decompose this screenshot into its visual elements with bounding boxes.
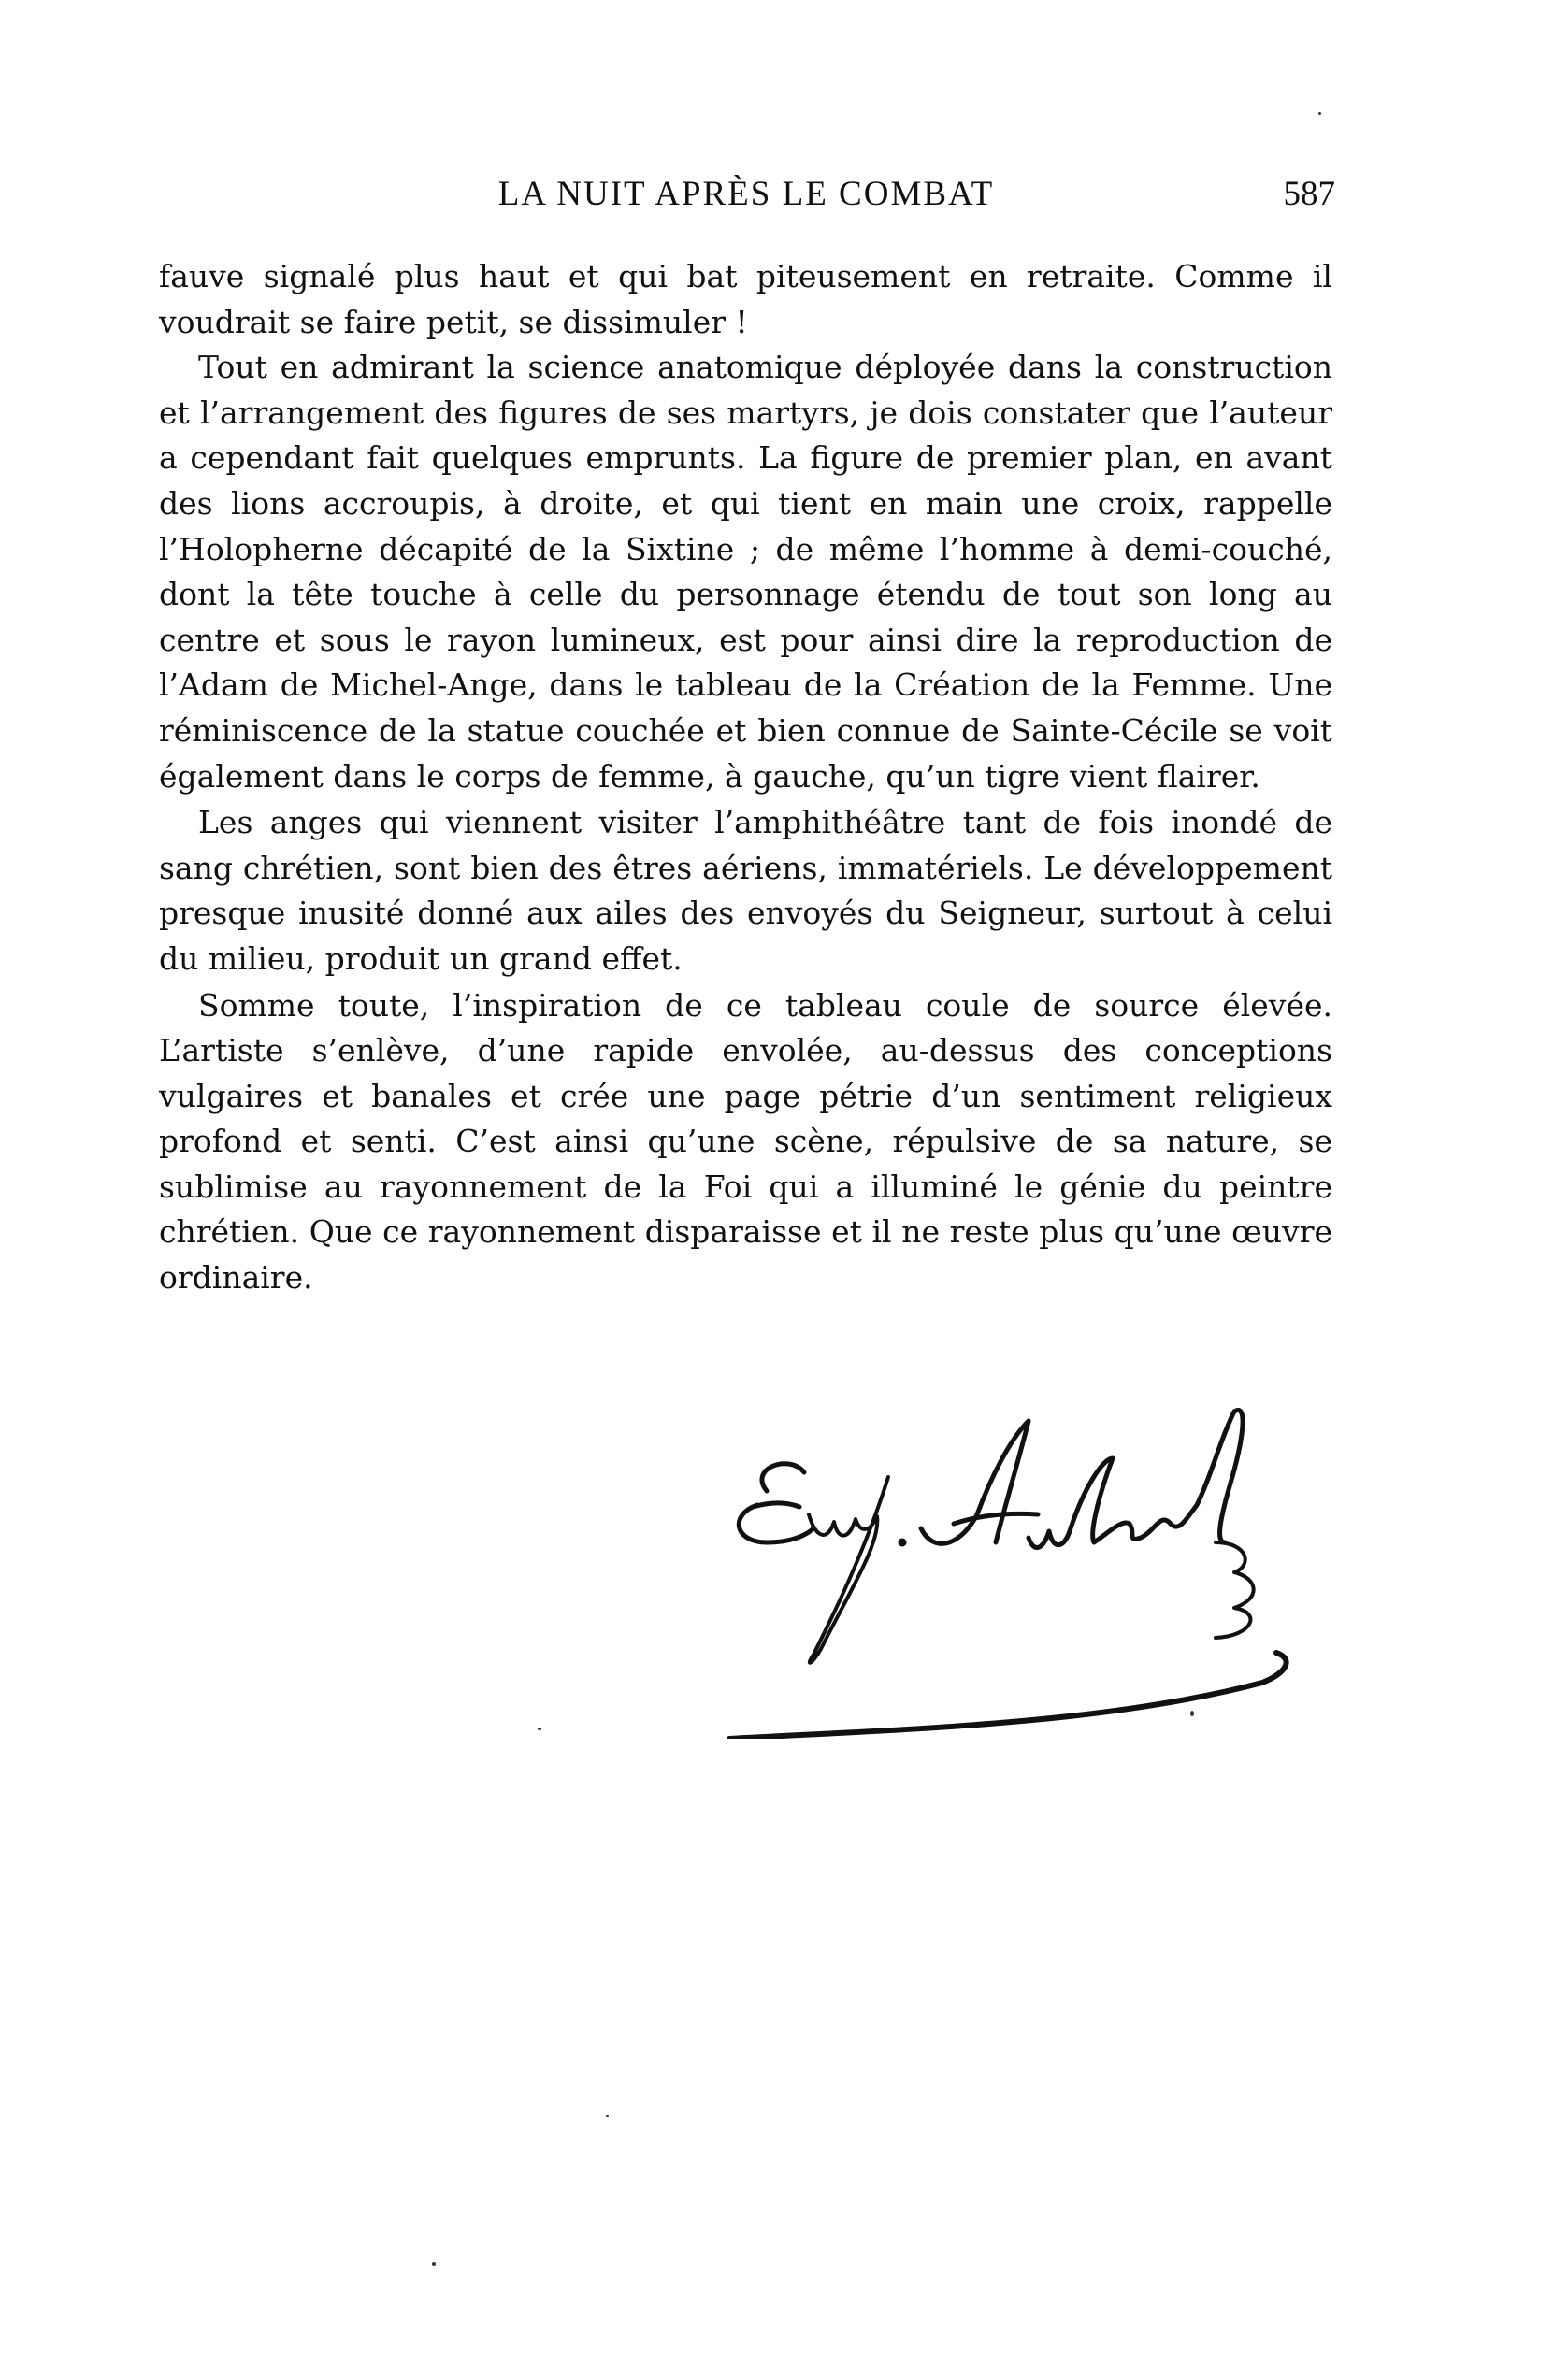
speck (1190, 1711, 1194, 1716)
running-head (157, 174, 1335, 221)
running-title: LA NUIT APRÈS LE COMBAT (497, 175, 995, 213)
paragraph-anatomy: Tout en admirant la science anatomique déployée dans la construction et l’arrangement des figures de ses martyrs, je dois constater que l’auteur a cependant fait quelques emprunts. La figure de premier plan, en avant des lions accroupis, à droite, et qui tient en main une croix, rappelle l’Holopherne décapité de la Sixtine ; de même l’homme à demi-couché, dont la tête touche à celle du personnage étendu de tout son long au centre et sous le rayon lumineux, est pour ainsi dire la reproduction de l’Adam de Michel-Ange, dans le tableau de la Création de la Femme. Une réminiscence de la statue couchée et bien connue de Sainte-Cécile se voit également dans le corps de femme, à gauche, qu’un tigre vient flairer. (159, 349, 1332, 795)
speck (606, 2115, 609, 2117)
body-text (159, 254, 1332, 1301)
paragraph-angels: Les anges qui viennent visiter l’amphithéâtre tant de fois inondé de sang chrétien, sont bien des êtres aériens, immatériels. Le développement presque inusité donné aux ailes des envoyés du Seigneur, surtout à celui du milieu, produit un grand effet. (159, 804, 1332, 977)
speck (1318, 112, 1321, 115)
paragraph-inspiration: Somme toute, l’inspiration de ce tableau coule de source élevée. L’artiste s’enlève, d’une rapide envolée, au-dessus des conceptions vulgaires et banales et crée une page pétrie d’un sentiment religieux profond et senti. C’est ainsi qu’une scène, répulsive de sa nature, se sublimise au rayonnement de la Foi qui a illuminé le génie du peintre chrétien. Que ce rayonnement disparaisse et il ne reste plus qu’une œuvre ordinaire. (159, 986, 1332, 1297)
paragraph-continuation: fauve signalé plus haut et qui bat piteusement en retraite. Comme il voudrait se faire petit, se dissimuler ! (159, 258, 1332, 340)
speck (432, 2262, 436, 2266)
page-number: 587 (1283, 175, 1335, 213)
handwritten-signature (711, 1402, 1365, 1739)
speck (538, 1728, 541, 1730)
